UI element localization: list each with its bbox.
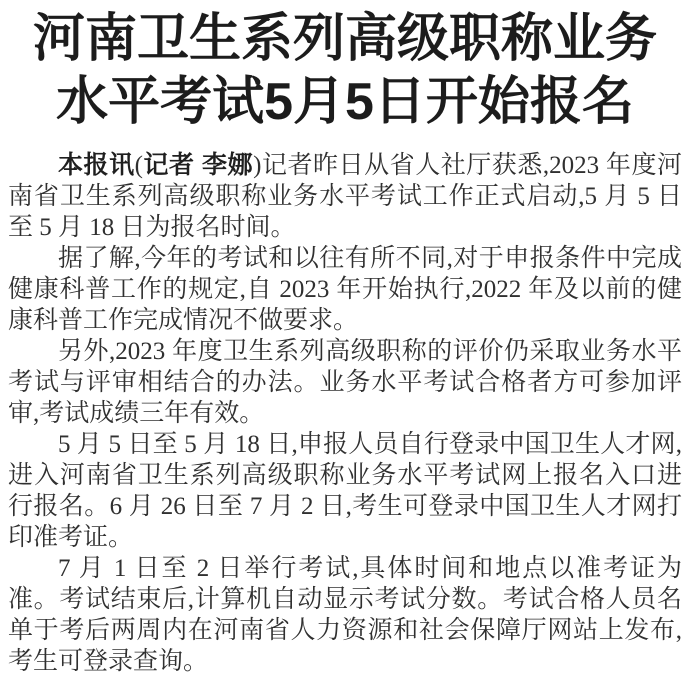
byline-reporter: 记者 李娜	[142, 151, 254, 179]
byline-paren-open: (	[134, 152, 143, 179]
lead-text: 记者昨日从省人社厅获悉,2023 年度河南省卫生系列高级职称业务水平考试工作正式启动,5 月 5 日至 5 月 18 日为报名时间。	[8, 152, 682, 241]
byline-paren-close: )	[253, 152, 262, 179]
article-paragraph: 据了解,今年的考试和以往有所不同,对于申报条件中完成健康科普工作的规定,自 2023 年开始执行,2022 年及以前的健康科普工作完成情况不做要求。	[8, 245, 682, 334]
article-paragraph: 7 月 1 日至 2 日举行考试,具体时间和地点以准考证为准。考试结束后,计算机自动显示考试分数。考试合格人员名单于考后两周内在河南省人力资源和社会保障厅网站上发布,考生可登录查询。	[8, 555, 682, 675]
article-paragraph: 5 月 5 日至 5 月 18 日,申报人员自行登录中国卫生人才网,进入河南省卫生系列高级职称业务水平考试网上报名入口进行报名。6 月 26 日至 7 月 2 日,考生可登录中国卫生人才网打印准考证。	[8, 431, 682, 551]
headline	[0, 0, 690, 134]
article-body	[0, 150, 690, 677]
headline-line-1: 河南卫生系列高级职称业务	[32, 10, 657, 68]
byline-label: 本报讯	[58, 151, 135, 179]
headline-line-2: 水平考试5月5日开始报名	[56, 73, 634, 131]
article-paragraph: 另外,2023 年度卫生系列高级职称的评价仍采取业务水平考试与评审相结合的办法。业务水平考试合格者方可参加评审,考试成绩三年有效。	[8, 338, 682, 427]
lead-paragraph	[8, 150, 682, 243]
